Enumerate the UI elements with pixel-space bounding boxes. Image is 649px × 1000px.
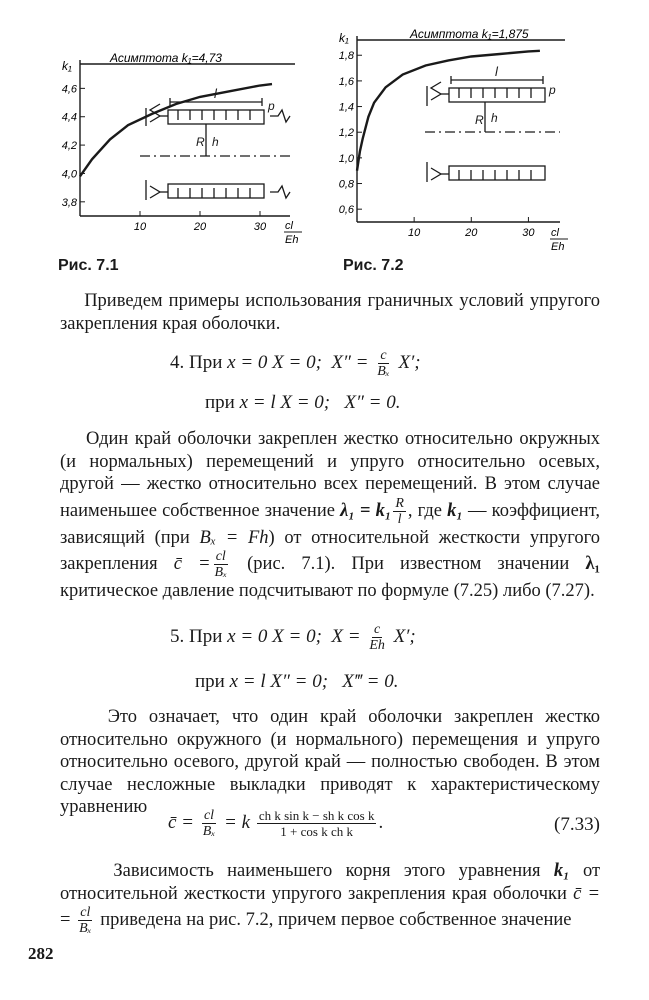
paragraph-1: Один край оболочки закреплен жестко относительно окружных (и нормальных) перемещений и упруго относительно осевых, другой — жестко относительно всех перемещений. В этом случае наименьшее собственное значение λ₁ = k₁ $\frac{R}{l}$ , где k₁ — коэффициент, зависящий (при Bₓ = Fh) от относительной жесткости упругого закрепления c̄ = $\frac{cl}{\text{Bₓ}}$ (рис. 7.1). При известном значении λ₁ критическое давление подсчитывают по формуле (7.25) либо (7.27). <box>60 429 601 602</box>
fig1-caption: Рис. 7.1 <box>58 257 119 274</box>
fig2-ytick-label: 1,2 <box>338 127 354 140</box>
fig2-xtick-label: 20 <box>465 227 478 239</box>
fig1-y-label: k₁ <box>62 59 72 73</box>
fig1-label-h: h <box>212 135 219 149</box>
equation-4a: 4. При x = 0 X = 0; X″ = $\frac{c}{\text{Bₓ}}$ X′; <box>170 348 421 379</box>
fig2-ytick-label: 1,6 <box>338 75 354 88</box>
paragraph-3: Зависимость наименьшего корня этого уравнения k₁ от относительной жесткости упругого закрепления края оболочки c̄ = = $\frac{cl}{\text{Bₓ}}$ приведена на рис. 7.2, причем первое собственное значение <box>60 861 601 937</box>
fig1-asymptote-label: Асимптота k₁=4,73 <box>110 51 222 65</box>
fig1-xtick-label: 30 <box>253 221 267 233</box>
fig1-dim-l: l <box>214 86 217 101</box>
intro-paragraph: Приведем примеры использования граничных условий упругого закрепления края оболочки. <box>60 291 601 334</box>
fig2-curve <box>357 51 540 171</box>
fig2-ytick-label: 0,6 <box>338 204 354 217</box>
figure-7-2 <box>325 22 570 262</box>
fig2-dim-l: l <box>495 64 498 79</box>
fig2-y-label: k₁ <box>339 31 349 45</box>
fig2-x-label-den: Eh <box>551 241 565 253</box>
fig1-xtick-label: 20 <box>193 221 207 233</box>
fig2-axes <box>357 36 565 222</box>
fig2-label-p: p <box>549 83 556 97</box>
fig1-curve <box>80 84 272 176</box>
fig2-ytick-label: 0,8 <box>338 178 354 191</box>
fig2-ytick-label: 1,8 <box>338 50 354 63</box>
equation-5b: при x = l X″ = 0; X‴ = 0. <box>195 671 399 692</box>
equation-5a: 5. При x = 0 X = 0; X = $\frac{c}{Eh}$ X′; <box>170 622 416 653</box>
figure-7-1 <box>40 40 320 255</box>
page-number: 282 <box>28 944 54 963</box>
fig1-xtick-label: 10 <box>133 221 147 233</box>
fig2-label-h: h <box>491 111 498 125</box>
fig1-ytick-label: 3,8 <box>61 196 77 209</box>
fig1-ytick-label: 4,2 <box>61 140 77 153</box>
fig1-ytick-label: 4,0 <box>61 168 77 181</box>
fig2-shell-diagram <box>425 64 560 182</box>
fig2-xtick-label: 30 <box>522 227 535 239</box>
equation-number-7-33: (7.33) <box>554 814 600 835</box>
fig2-ytick-label: 1,4 <box>338 101 354 114</box>
fig1-ytick-label: 4,4 <box>61 111 77 124</box>
fig2-xtick-label: 10 <box>408 227 421 239</box>
fig2-ytick-label: 1,0 <box>338 152 354 165</box>
fig2-label-R: R <box>475 113 484 127</box>
fig2-caption: Рис. 7.2 <box>343 257 404 274</box>
equation-4b: при x = l X = 0; X″ = 0. <box>205 392 401 413</box>
fig1-ytick-label: 4,6 <box>61 83 77 96</box>
fig2-asymptote-label: Асимптота k₁=1,875 <box>410 27 529 41</box>
fig2-x-label-num: cl <box>551 227 559 239</box>
equation-7-33: c̄ = $\frac{cl}{\text{Bₓ}}$ = k $\frac{\text{ch k sin k − sh k cos k}}{\text{1 + cos k ch k}}$ . <box>168 808 384 839</box>
fig1-shell-diagram <box>140 86 290 200</box>
fig1-x-label-num: cl <box>285 220 293 232</box>
paragraph-2: Это означает, что один край оболочки закреплен жестко относительно окружного (и нормального) перемещения и упруго относительно осевого, другой край — полностью свободен. В этом случае несложные выкладки приводят к характеристическому уравнению <box>60 707 600 818</box>
fig1-x-label-den: Eh <box>285 234 299 246</box>
fig1-label-p: p <box>268 99 275 113</box>
fig1-label-R: R <box>196 135 205 149</box>
